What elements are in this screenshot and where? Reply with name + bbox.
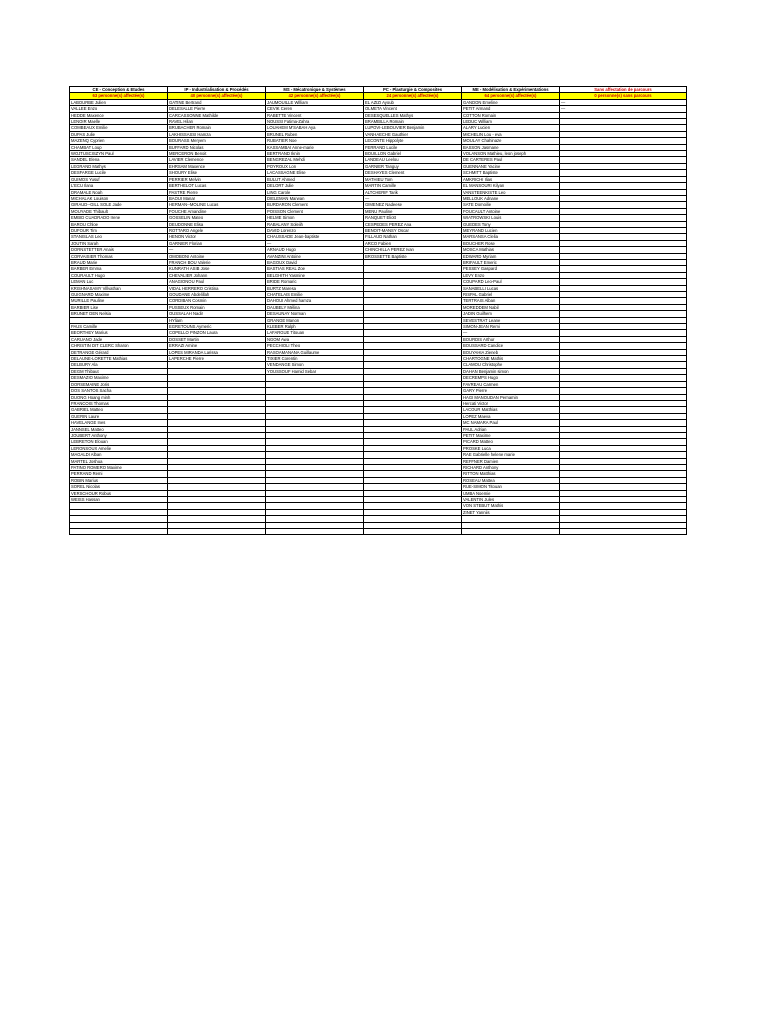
table-cell: MELLOUK Adnane (462, 195, 560, 201)
table-cell: UMBA Noemie (462, 490, 560, 496)
table-cell: PASTRE Pierre (168, 189, 266, 195)
table-cell: MEYRAND Lucien (462, 227, 560, 233)
table-cell: DAUBELY Mélina (266, 304, 364, 310)
table-cell: TERTRAIS Alban (462, 298, 560, 304)
table-cell: CHINCHILLA PEREZ Ivan (364, 247, 462, 253)
table-cell: LOPEZ Maeva (462, 413, 560, 419)
table-cell: MARTEL Joshua (70, 458, 168, 464)
table-cell: DECREMPS Hugo (462, 375, 560, 381)
table-cell: KLEBER Ralph (266, 324, 364, 330)
table-cell: DUFOUR Tim (70, 227, 168, 233)
table-cell: RAE Gabrielle helene marie (462, 452, 560, 458)
table-cell: MOREDDEM Nabil (462, 304, 560, 310)
table-cell: GUENNANE Yacine (462, 163, 560, 169)
table-cell (462, 529, 560, 535)
table-cell: VIDAL HERRERO Cristina (168, 285, 266, 291)
table-cell: MAZENQ Cyprien (70, 138, 168, 144)
table-cell: LENOIR Maelle (70, 119, 168, 125)
table-cell: VALLEE Enzo (70, 106, 168, 112)
table-cell: SOREL Nicolas (70, 484, 168, 490)
table-cell: RANQUET Eliott (364, 215, 462, 221)
table-cell: BRAUD Marie (70, 259, 168, 265)
table-cell: CHAMBAT Loup (70, 144, 168, 150)
table-cell: BURTZ Maresa (266, 285, 364, 291)
table-cell: VOLANSON Mathieu, leon joseph (462, 151, 560, 157)
table-cell: BELGHITH Yasmine (266, 272, 364, 278)
table-cell: KASSAMBAI Anne-marie (266, 144, 364, 150)
table-cell: ERRAZI Amine (168, 343, 266, 349)
table-cell: EDWARD Myriam (462, 253, 560, 259)
table-cell: PESSEY Gaspard (462, 266, 560, 272)
table-cell: BASSON Jasmane (462, 144, 560, 150)
table-cell: JADIN Guilhem (462, 311, 560, 317)
table-cell: CHARTOGNE Mathis (462, 356, 560, 362)
table-cell: SCHMITT Baptiste (462, 170, 560, 176)
table-cell: DE CARTERES Paul (462, 157, 560, 163)
table-cell: HENON Victor (168, 234, 266, 240)
table-cell: COUPARD Leo-Paul (462, 279, 560, 285)
table-cell: SHOURY Elise (168, 170, 266, 176)
table-cell: OUSSALAH Nadir (168, 311, 266, 317)
table-cell: GARNIER Tanguy (364, 163, 462, 169)
table-cell: BULUT Ahmed (266, 176, 364, 182)
table-cell: DAHOUI Ahmed hamza (266, 298, 364, 304)
table-cell: BOUCHER Rose (462, 240, 560, 246)
table-cell: — (560, 99, 687, 105)
table-cell: BAROU Chloe (70, 221, 168, 227)
table-cell: L'ECU Ilana (70, 183, 168, 189)
table-cell: DORNSTETTER Anais (70, 247, 168, 253)
table-cell: BENGREZAL Mehdi (266, 157, 364, 163)
column-count: 42 personne(s) affectée(s) (266, 93, 364, 99)
table-cell: GANDON Emeline (462, 99, 560, 105)
table-cell: DIELEMAN Marwan (266, 195, 364, 201)
table-cell: — (168, 247, 266, 253)
table-cell: BRIFAULT Emeric (462, 259, 560, 265)
table-cell: — (560, 106, 687, 112)
table-cell: GOUDANE Abdelillah (168, 292, 266, 298)
table-cell: GUERIN Laure (70, 413, 168, 419)
table-cell: RAVEL Hilan (168, 119, 266, 125)
table-cell: BURDARON Clement (266, 202, 364, 208)
table-cell: WIATROWSKI Louis (462, 215, 560, 221)
table-cell: VALENTIN Jules (462, 497, 560, 503)
table-cell: KUNRATH ASIB Jose (168, 266, 266, 272)
table-cell: FRANCH BOU Valerie (168, 259, 266, 265)
table-cell: MATHIEU Tom (364, 176, 462, 182)
table-cell: BERTHELOT Lucas (168, 183, 266, 189)
table-cell: SANABELLI Lucas (462, 285, 560, 291)
table-cell: PERRIER Melvin (168, 176, 266, 182)
table-cell: PECCHIOLI Theo (266, 343, 364, 349)
table-cell: COMBEAUX Emilie (70, 125, 168, 131)
table-cell: FOUCAULT Antoine (462, 208, 560, 214)
table-cell: MARTIN Camille (364, 183, 462, 189)
table-cell: VENDANGE Simon (266, 362, 364, 368)
table-cell: BRUNEL Ruben (266, 131, 364, 137)
table-cell: EHRSAM Maxence (168, 163, 266, 169)
table-cell (70, 529, 168, 535)
table-cell: PUSSEUX Romain (168, 304, 266, 310)
table-cell: DESAUNAY Norman (266, 311, 364, 317)
table-cell: GABRIEL Matteo (70, 407, 168, 413)
table-cell: GIRAUD--GILL SOLE Jade (70, 202, 168, 208)
table-cell: SATE Domoilie (462, 202, 560, 208)
table-cell: LERONSOUX Amelie (70, 445, 168, 451)
table-cell: LEBRETON Elouan (70, 439, 168, 445)
table-cell: GUEDES Tony (462, 221, 560, 227)
table-cell: GARNIER Florian (168, 240, 266, 246)
table-cell: PETIT Maxime (462, 432, 560, 438)
table-cell (168, 529, 266, 535)
table-cell: FAVREAU Carmen (462, 381, 560, 387)
table-cell: — (462, 330, 560, 336)
column-header: PC - Plasturgie & Composites (364, 87, 462, 93)
table-cell: LAKHISSASSI Hamza (168, 131, 266, 137)
table-cell: JOUBERT Anthony (70, 432, 168, 438)
table-cell: DUPAS Julie (70, 131, 168, 137)
table-cell: LACASSAGNE Elise (266, 170, 364, 176)
table-cell: MURILLE Pauline (70, 298, 168, 304)
table-cell: MICHALAK Louison (70, 195, 168, 201)
table-cell: DESESQUELLES Mathys (364, 112, 462, 118)
table-cell: WEISS Hassan (70, 497, 168, 503)
table-cell: CEVIK Ceren (266, 106, 364, 112)
table-cell: TIXIER Corentin (266, 356, 364, 362)
table-cell: REFFNER Damien (462, 458, 560, 464)
table-cell: CESPEDES PEREZ Ana (364, 221, 462, 227)
table-cell: ROSEAU Mattea (462, 477, 560, 483)
table-cell: BARBIER Lise (70, 304, 168, 310)
table-cell: BUFFARD Nicolas (168, 144, 266, 150)
table-cell: JANNSEL Matteo (70, 426, 168, 432)
table-cell: CORVAISIER Thomas (70, 253, 168, 259)
assignment-table (69, 86, 687, 535)
table-cell: BOUSSARD Candice (462, 343, 560, 349)
table-cell: MOUYADE Thibault (70, 208, 168, 214)
table-cell: BOURASS Meryem (168, 138, 266, 144)
table-cell: NGOM Awa (266, 336, 364, 342)
table-cell: MERCERON Benoit (168, 151, 266, 157)
table-cell: OLMETA Vincent (364, 106, 462, 112)
table-cell: DEGM Thibaut (70, 368, 168, 374)
table-cell: RITTON Matthias (462, 471, 560, 477)
table-cell: LABOURBE Julien (70, 99, 168, 105)
table-cell: DEUDONNE Elisa (168, 221, 266, 227)
column-header: MS - Mécatronique & Systèmes (266, 87, 364, 93)
table-cell: — (364, 195, 462, 201)
table-row (70, 529, 687, 535)
table-cell: PAUL Adrian (462, 426, 560, 432)
table-cell: RABETTE Vincent (266, 112, 364, 118)
table-cell: EGRETOUNS Aymeric (168, 324, 266, 330)
table-cell: LAPERCHE Pierre (168, 356, 266, 362)
table-cell: RISPAL Gabriel (462, 292, 560, 298)
table-cell: LUPOVI-LEBOUVIER Benjamin (364, 125, 462, 131)
table-cell: GIMENEZ Nadeese (364, 202, 462, 208)
table-cell: LACOUR Matthias (462, 407, 560, 413)
table-cell: EL MANSOURI Kilyan (462, 183, 560, 189)
table-cell: ROBIN Marius (70, 477, 168, 483)
table-cell: SANDEL Elena (70, 157, 168, 163)
table-cell: ALARY Lucien (462, 125, 560, 131)
table-cell: DUONG Hoang minh (70, 394, 168, 400)
table-cell: PROSKE Luca (462, 445, 560, 451)
table-cell: WOJTUSCISZYN Paul (70, 151, 168, 157)
table-cell: BERTRAND Iknin (266, 151, 364, 157)
table-cell: AMKRICHI Ilias (462, 176, 560, 182)
table-cell: POYROUX Lon (266, 163, 364, 169)
table-cell: RUE-SIMON Titouan (462, 484, 560, 490)
table-cell: BOURDIS Arthur (462, 336, 560, 342)
table-cell: DAVID Lorenzo (266, 227, 364, 233)
column-count: 24 personne(s) affectée(s) (364, 93, 462, 99)
table-cell: DAHAN Benjamin simon (462, 368, 560, 374)
column-header: CE - Conception & Etudes (70, 87, 168, 93)
table-cell: HEDDE Maxence (70, 112, 168, 118)
table-cell: BASTIAS REAL Zoe (266, 266, 364, 272)
table-cell: BRUBACHER Romain (168, 125, 266, 131)
table-cell: DRAMALE Noah (70, 189, 168, 195)
table-cell: PETIT Armand (462, 106, 560, 112)
table-cell: POISSON Clement (266, 208, 364, 214)
table-cell: LANDEAU Leelou (364, 157, 462, 163)
table-cell: MOSCA Mathias (462, 247, 560, 253)
table-cell: FOUCHE Amandine (168, 208, 266, 214)
table-cell: DELBURY Ala (70, 362, 168, 368)
table-cell: CHRISTIN DIT CLERC Sharon (70, 343, 168, 349)
table-cell: LING Carole (266, 189, 364, 195)
table-cell: GATINE Bertrand (168, 99, 266, 105)
table-cell: DELORT Julie (266, 183, 364, 189)
table-cell: EMBID CUADRADO Irene (70, 215, 168, 221)
table-cell: DOSSET Martin (168, 336, 266, 342)
table-cell: LEVY Enzo (462, 272, 560, 278)
table-cell: LEMAN Luc (70, 279, 168, 285)
table-cell (560, 529, 687, 535)
table-cell: CHATELAIS Emilie (266, 292, 364, 298)
table-cell: DORSEMAINE Joris (70, 381, 168, 387)
table-cell: VANSTEENKISTE Leo (462, 189, 560, 195)
table-cell: MOULAY Chahinaze (462, 138, 560, 144)
table-cell: FILLAUD Nathan (364, 234, 462, 240)
table-cell: CLAMOU Christophe (462, 362, 560, 368)
table-cell: AVANZINI Antoine (266, 253, 364, 259)
table-cell: LECONTE Hippolyte (364, 138, 462, 144)
table-cell: BRAMBILLA Romain (364, 119, 462, 125)
table-cell: HERMAN--MOLINE Lucas (168, 202, 266, 208)
table-cell: HELME Simon (266, 215, 364, 221)
table-cell: VON STEBUT Mathis (462, 503, 560, 509)
table-cell: SEVESTRAT Leane (462, 317, 560, 323)
table-cell: EL AZIZI Ayoub (364, 99, 462, 105)
table-cell: BROSSETTE Baptiste (364, 253, 462, 259)
table-cell: JAUMOUILLE William (266, 99, 364, 105)
table-cell: HAGI MANOUDAN Pernamin (462, 394, 560, 400)
table-cell: LEGRAND Mathys (70, 163, 168, 169)
table-cell: GUIMOS Yusuf (70, 176, 168, 182)
table-cell: COURAULT Hugo (70, 272, 168, 278)
table-cell: BAOUI Manar (168, 195, 266, 201)
table-cell: PICARD Matteo (462, 439, 560, 445)
table-cell: COTTON Romain (462, 112, 560, 118)
table-cell: GUIGNARD Maxime (70, 292, 168, 298)
table-cell: BOUYAHIA Zieneb (462, 349, 560, 355)
table-cell: VERSCHOUR Robus (70, 490, 168, 496)
table-cell: FRANCOIS Thomas (70, 400, 168, 406)
table-cell: RASOAMANANA Guillaume (266, 349, 364, 355)
table-cell: BENOIT-MANSY Oscar (364, 227, 462, 233)
table-cell: COPELLO PINZON Laura (168, 330, 266, 336)
column-count: 63 personne(s) affectée(s) (70, 93, 168, 99)
table-cell: YOUSSOUF Hamid Sebar (266, 368, 364, 374)
table-cell: MARSANSA Clelia (462, 234, 560, 240)
table-cell: DETRANGE Gérard (70, 349, 168, 355)
table-cell: BARBER Emma (70, 266, 168, 272)
table-cell: DESHAYES Clement (364, 170, 462, 176)
table-cell: RABALANY Soleiih (266, 221, 364, 227)
table-cell: CORDIBAN Cosmin (168, 298, 266, 304)
column-count: 0 personne(s) sans parcours (560, 93, 687, 99)
column-header: IP - Industrialisation & Procédés (168, 87, 266, 93)
table-cell: LAFARGUE Titouan (266, 330, 364, 336)
table-cell: CARUANO Jade (70, 336, 168, 342)
table-cell: GRANGE Manon (266, 317, 364, 323)
table-cell: ARNAUD Hugo (266, 247, 364, 253)
table-cell: PATINO ROMERO Maxime (70, 464, 168, 470)
table-cell: SIMON-JEAN Remi (462, 324, 560, 330)
table-cell: LOPES MIRANDA Larissa (168, 349, 266, 355)
table-cell: HYliam (168, 317, 266, 323)
table-cell: DELESALLE Pierre (168, 106, 266, 112)
table-cell: DOS SANTOS Sacha (70, 388, 168, 394)
table-cell: VANHAECHE Gauthier (364, 131, 462, 137)
table-cell: BAGOUX David (266, 259, 364, 265)
table-cell (364, 529, 462, 535)
table-cell: RICHARD Anthony (462, 464, 560, 470)
column-header: ME - Modélisation & Expérimentations (462, 87, 560, 93)
table-cell: MAGALDI Alban (70, 452, 168, 458)
table-cell: ZINET Yanniis (462, 509, 560, 515)
table-cell: LAVIER Clemence (168, 157, 266, 163)
table-cell: BOUILLON Gabriel (364, 151, 462, 157)
table-cell: BEORTHEY Marius (70, 330, 168, 336)
column-count: 64 personne(s) affectée(s) (462, 93, 560, 99)
table-cell: CHAUSSADE Jean-baptiste (266, 234, 364, 240)
table-cell: DELAUNE-LORETTE Mathias (70, 356, 168, 362)
table-cell: LOUAHEM M'SABAH Aya (266, 125, 364, 131)
table-cell: Hercati Victor (462, 400, 560, 406)
column-count: 40 personne(s) affectée(s) (168, 93, 266, 99)
table-cell (266, 529, 364, 535)
table-cell: BRIDE Romaric (266, 279, 364, 285)
column-header: Sans affectation de parcours (560, 87, 687, 93)
table-cell: RUBATIER Noe (266, 138, 364, 144)
table-cell: CARCASSONNE Mathilde (168, 112, 266, 118)
table-cell: HAVELANGE Ines (70, 420, 168, 426)
table-cell: ROTTARO Angele (168, 227, 266, 233)
table-cell: DESMAZIO Maxime (70, 375, 168, 381)
table-cell: GARY Pierre (462, 388, 560, 394)
table-cell: NOUSSI Fatima-Zahra (266, 119, 364, 125)
table-cell: — (266, 240, 364, 246)
table-cell: ALTCHERIF Tarik (364, 189, 462, 195)
table-cell: JOUTIN Sarah (70, 240, 168, 246)
table-cell: STANISLAS Leo (70, 234, 168, 240)
table-cell: GOSSELIN Mateo (168, 215, 266, 221)
table-cell: DESFARGE Lucile (70, 170, 168, 176)
table-cell: MC NAMARA Paul (462, 420, 560, 426)
table-cell: PAUS Camille (70, 324, 168, 330)
table-cell: OMOBONI Antoine (168, 253, 266, 259)
table-cell: FERRAND Lucile (364, 144, 462, 150)
table-cell: PERRAND Remi (70, 471, 168, 477)
table-cell: ANAGIONOU Paul (168, 279, 266, 285)
table-cell: ARCO Fabien (364, 240, 462, 246)
table-cell: BRUNET DEN Nelsia (70, 311, 168, 317)
table-cell: CHEVALIER Johann (168, 272, 266, 278)
table-cell: LEDUC William (462, 119, 560, 125)
table-cell: KRISHNASAMY Villvathan (70, 285, 168, 291)
table-cell: MICHELIN Lou - eva (462, 131, 560, 137)
table-cell: MENU Pauline (364, 208, 462, 214)
